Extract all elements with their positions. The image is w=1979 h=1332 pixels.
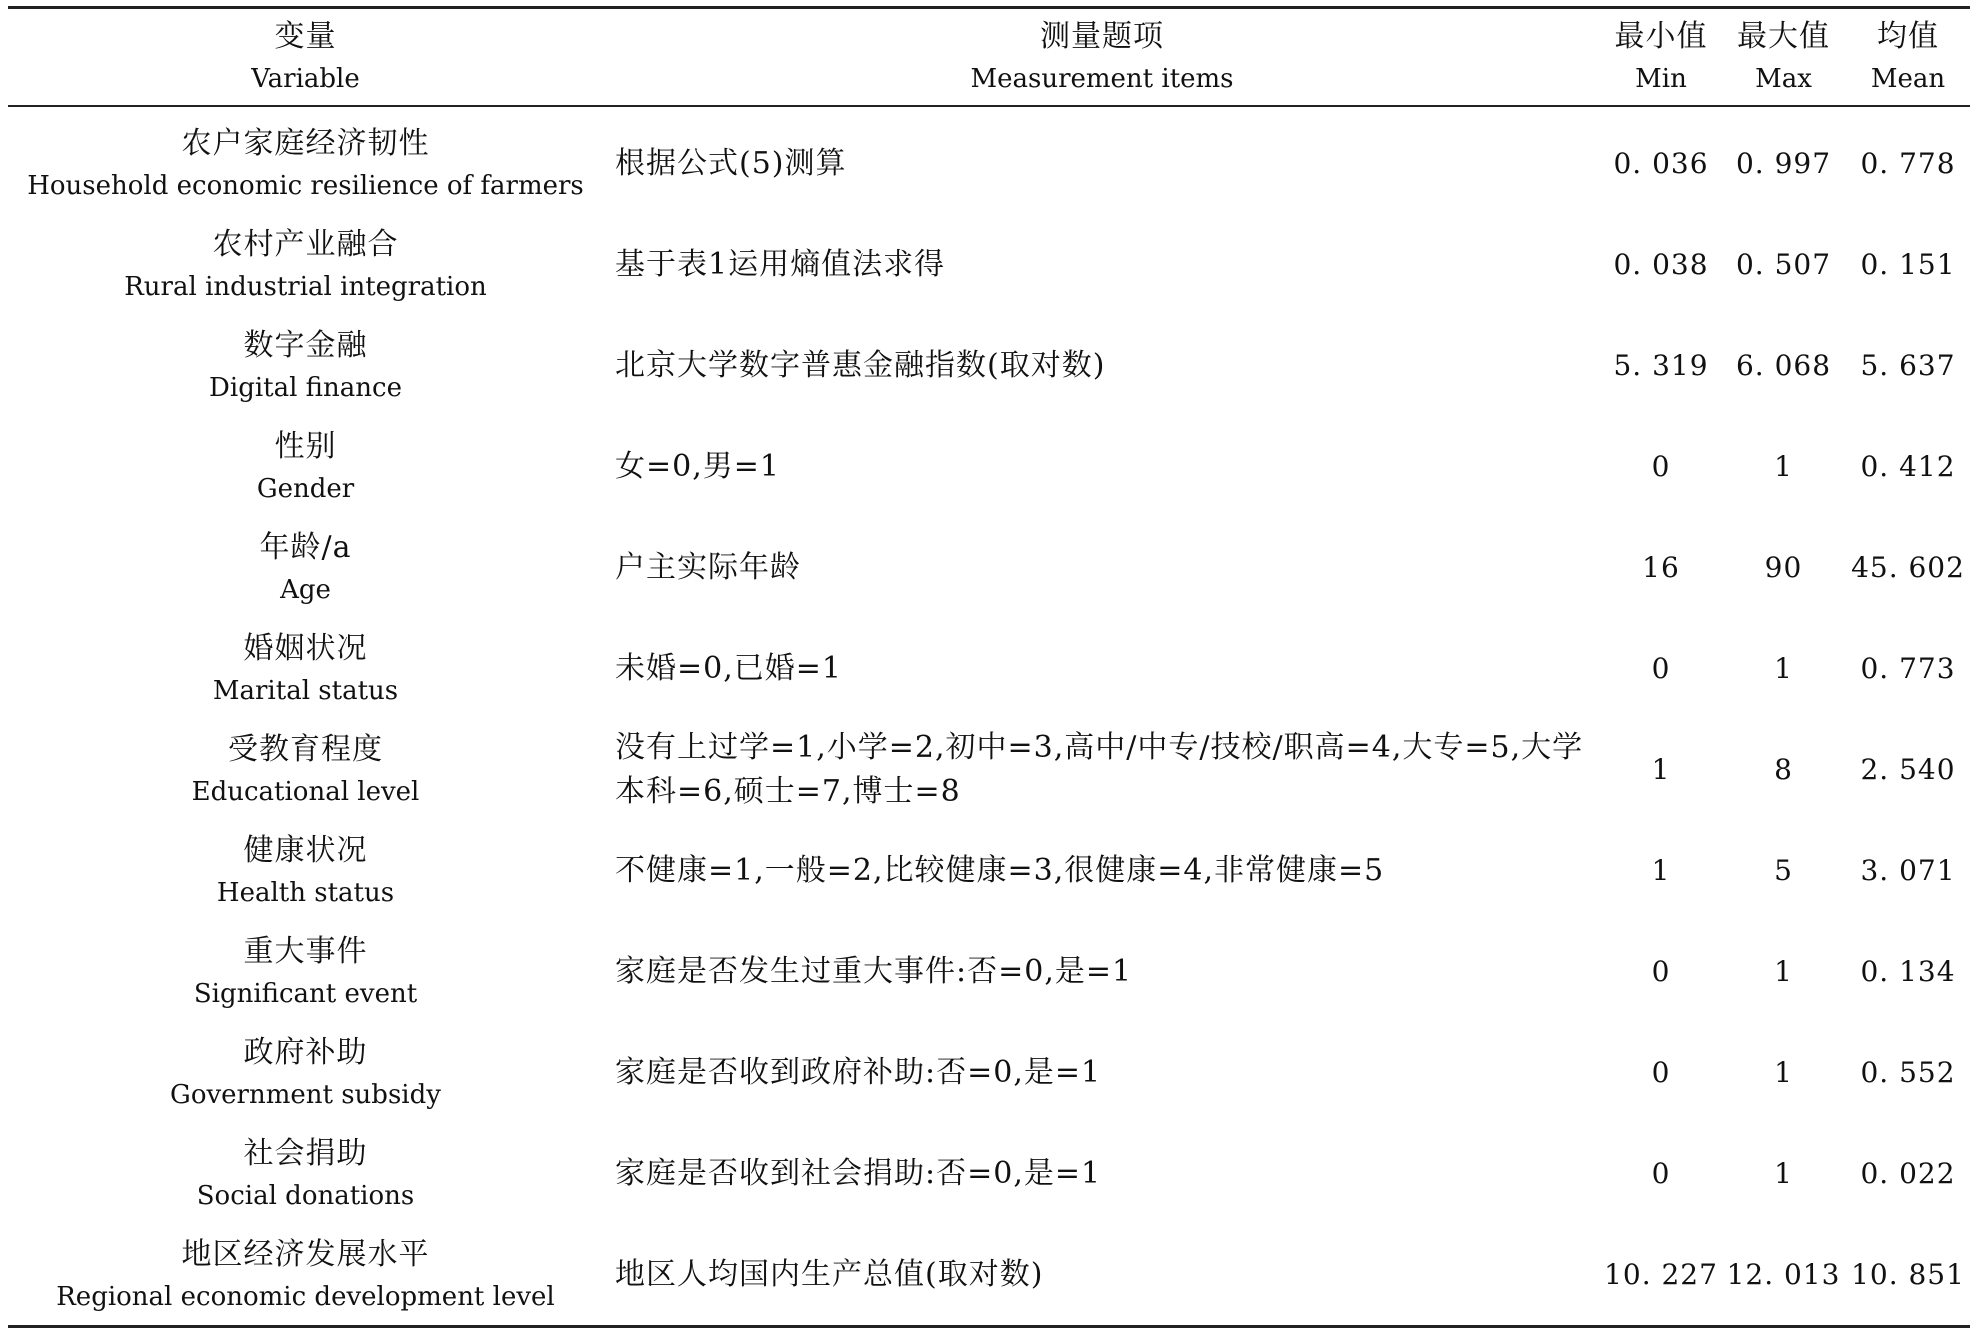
max-cell: 90: [1764, 551, 1803, 584]
table-row: [8, 214, 1970, 315]
table-row: [8, 517, 1970, 618]
variable-zh: 数字金融: [243, 327, 368, 363]
variable-zh: 年龄/a: [259, 529, 352, 565]
min-cell: 0. 036: [1613, 147, 1709, 180]
variable-en: Age: [280, 574, 331, 605]
variable-en: Government subsidy: [170, 1079, 441, 1110]
min-cell: 0: [1651, 1157, 1671, 1190]
max-cell: 1: [1774, 1056, 1793, 1089]
min-cell: 1: [1651, 753, 1671, 786]
variable-cell: [8, 719, 603, 820]
min-cell: 0. 038: [1613, 248, 1709, 281]
mean-cell: 0. 773: [1860, 652, 1956, 685]
variable-en: Household economic resilience of farmers: [27, 170, 584, 201]
variable-en: Health status: [216, 877, 395, 908]
items-cell: 根据公式(5)测算: [615, 145, 847, 181]
variable-cell: [8, 1022, 603, 1123]
items-cell: 户主实际年龄: [615, 549, 801, 585]
variable-cell: [8, 820, 603, 921]
variable-zh: 地区经济发展水平: [181, 1236, 430, 1272]
min-cell: 5. 319: [1613, 349, 1709, 382]
max-cell: 1: [1774, 450, 1793, 483]
min-cell: 1: [1651, 854, 1671, 887]
variable-cell: [8, 1123, 603, 1224]
variable-en: Significant event: [193, 978, 418, 1009]
mean-cell: 45. 602: [1851, 551, 1965, 584]
variable-zh: 社会捐助: [243, 1135, 368, 1171]
items-cell: 基于表1运用熵值法求得: [615, 246, 946, 282]
max-cell: 8: [1774, 753, 1793, 786]
items-cell: 未婚=0,已婚=1: [615, 650, 842, 686]
variable-zh: 健康状况: [243, 832, 368, 868]
items-cell: 家庭是否发生过重大事件:否=0,是=1: [615, 953, 1133, 989]
variable-zh: 重大事件: [243, 933, 368, 969]
mean-cell: 0. 022: [1860, 1157, 1956, 1190]
mean-cell: 3. 071: [1860, 854, 1956, 887]
mean-cell: 5. 637: [1860, 349, 1956, 382]
table-row: [8, 719, 1970, 820]
variable-en: Regional economic development level: [56, 1281, 555, 1312]
variable-en: Marital status: [212, 675, 399, 706]
header-variable: [8, 8, 603, 107]
variable-en: Gender: [256, 473, 355, 504]
max-cell: 1: [1774, 1157, 1793, 1190]
variable-en: Digital finance: [209, 372, 402, 403]
mean-cell: 0. 412: [1860, 450, 1956, 483]
header-items-en: Measurement items: [970, 64, 1234, 94]
table-header: [8, 8, 1970, 107]
header-max-en: Max: [1755, 64, 1812, 94]
max-cell: 5: [1774, 854, 1793, 887]
header-items-zh: 测量题项: [1040, 19, 1164, 54]
variable-en: Social donations: [196, 1180, 415, 1211]
min-cell: 0: [1651, 652, 1671, 685]
items-cell: 家庭是否收到社会捐助:否=0,是=1: [615, 1155, 1102, 1191]
header-items: [603, 8, 1601, 107]
variable-zh: 政府补助: [243, 1034, 368, 1070]
header-max: [1721, 8, 1846, 107]
variable-en: Educational level: [191, 776, 420, 807]
items-cell: 没有上过学=1,小学=2,初中=3,高中/中专/技校/职高=4,大专=5,大学本科=6,硕士=7,博士=8: [615, 729, 1584, 809]
table-row: [8, 820, 1970, 921]
mean-cell: 0. 151: [1860, 248, 1956, 281]
statistics-table-container: [8, 6, 1970, 1328]
items-cell: 地区人均国内生产总值(取对数): [615, 1256, 1044, 1292]
header-min-zh: 最小值: [1614, 19, 1708, 54]
mean-cell: 0. 778: [1860, 147, 1956, 180]
table-row: [8, 1123, 1970, 1224]
header-min-en: Min: [1635, 64, 1687, 94]
variable-cell: [8, 214, 603, 315]
mean-cell: 2. 540: [1860, 753, 1956, 786]
header-mean: [1846, 8, 1970, 107]
mean-cell: 0. 134: [1860, 955, 1956, 988]
header-variable-zh: 变量: [274, 19, 337, 54]
min-cell: 16: [1642, 551, 1680, 584]
variable-en: Rural industrial integration: [124, 271, 487, 302]
variable-zh: 农村产业融合: [212, 226, 399, 262]
table-row: [8, 315, 1970, 416]
variable-zh: 性别: [274, 428, 337, 464]
mean-cell: 0. 552: [1860, 1056, 1956, 1089]
header-mean-en: Mean: [1870, 64, 1946, 94]
max-cell: 6. 068: [1735, 349, 1832, 382]
variable-statistics-table: [8, 6, 1970, 1328]
items-cell: 家庭是否收到政府补助:否=0,是=1: [615, 1054, 1102, 1090]
table-body: [8, 106, 1970, 1327]
header-max-zh: 最大值: [1737, 19, 1830, 54]
header-min: [1601, 8, 1721, 107]
table-row: [8, 921, 1970, 1022]
mean-cell: 10. 851: [1851, 1258, 1965, 1291]
table-row: [8, 1022, 1970, 1123]
min-cell: 0: [1651, 1056, 1671, 1089]
table-row: [8, 618, 1970, 719]
table-row: [8, 1224, 1970, 1327]
variable-cell: [8, 618, 603, 719]
items-cell: 女=0,男=1: [615, 448, 780, 484]
variable-cell: [8, 1224, 603, 1327]
table-row: [8, 106, 1970, 214]
variable-cell: [8, 416, 603, 517]
header-row: [8, 8, 1970, 107]
variable-zh: 婚姻状况: [243, 630, 368, 666]
header-variable-en: Variable: [251, 64, 360, 94]
max-cell: 0. 997: [1735, 147, 1832, 180]
min-cell: 0: [1651, 450, 1671, 483]
variable-cell: [8, 106, 603, 214]
max-cell: 12. 013: [1726, 1258, 1841, 1291]
table-row: [8, 416, 1970, 517]
max-cell: 0. 507: [1735, 248, 1832, 281]
min-cell: 10. 227: [1604, 1258, 1718, 1291]
items-cell: 北京大学数字普惠金融指数(取对数): [615, 347, 1106, 383]
variable-cell: [8, 315, 603, 416]
variable-zh: 受教育程度: [228, 731, 383, 767]
items-cell: 不健康=1,一般=2,比较健康=3,很健康=4,非常健康=5: [615, 852, 1385, 888]
variable-cell: [8, 921, 603, 1022]
header-mean-zh: 均值: [1877, 19, 1939, 54]
max-cell: 1: [1774, 652, 1793, 685]
variable-cell: [8, 517, 603, 618]
variable-zh: 农户家庭经济韧性: [181, 125, 430, 161]
min-cell: 0: [1651, 955, 1671, 988]
max-cell: 1: [1774, 955, 1793, 988]
